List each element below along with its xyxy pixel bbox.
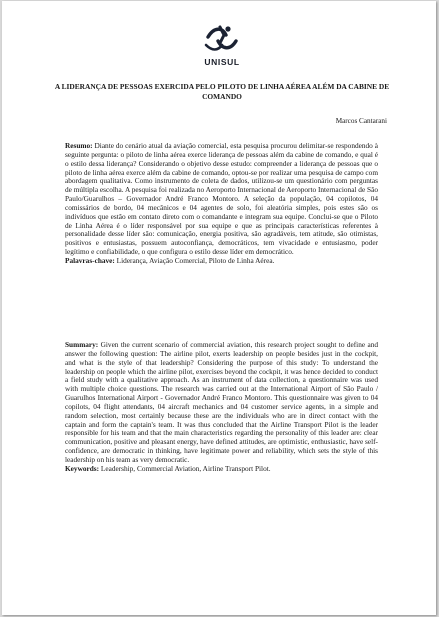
university-logo [190,23,254,69]
author-name: Marcos Cantarani [335,117,387,125]
document-page [2,1,436,615]
summary-text: Given the current scenario of commercial aviation, this research project sought to define and answer the following question: The airline pilot, exerts leadership on people besides just in the cockpit, and what is the style of that leadership? Considering the purpose of this study: To understand the leadership on people which the airline pilot, exercises beyond the cockpit, it was hence decided to conduct a field study with a qualitative approach. As an instrument of data collection, a questionnaire was used with multiple choice questions. The research was carried out at the International Airport of São Paulo / Guarulhos International Airport - Governador André Franco Montoro. This questionnaire was given to 04 copilots, 04 flight attendants, 04 aircraft mechanics and 04 customer service agents, in a simple and random selection, most certainly because these are the individuals who are in direct contact with the captain and form the captain's team. It was thus concluded that the Airline Transport Pilot is the leader responsible for his team and that the main characteristics regarding the personality of this leader are: clear communication, positive and pleasant energy, have defined attitudes, are optimistic, enthusiastic, have self-confidence, are democratic in thinking, have legitimate power and reliability, which sets the style of this leadership on his team as very democratic. [65,340,378,464]
paper-title: A LIDERANÇA DE PESSOAS EXERCIDA PELO PILOTO DE LINHA AÉREA ALÉM DA CABINE DE COMANDO [54,82,390,101]
summary-keywords-text: Leadership, Commercial Aviation, Airline Transport Pilot. [99,463,271,473]
summary-keywords-label: Keywords: [65,463,100,473]
abstract-portuguese [65,142,378,266]
summary-label: Summary: [65,340,99,349]
abstract-text: Diante do cenário atual da aviação comercial, esta pesquisa procurou delimitar-se respondendo à seguinte pergunta: o piloto de linha aérea exerce liderança de pessoas além da cabine de comando, e qual é o estilo dessa liderança? Considerando o objetivo desse estudo: compreender a liderança de pessoas que o piloto de linha aérea exerce além da cabine de comando, optou-se por realizar uma pesquisa de campo com abordagem qualitativa. Como instrumento de coleta de dados, utilizou-se um questionário com perguntas de múltipla escolha. A pesquisa foi realizada no Aeroporto Internacional de Aeroporto Internacional de São Paulo/Guarulhos – Governador André Franco Montoro. A seleção da população, 04 copilotos, 04 comissários de bordo, 04 mecânicos e 04 agentes de solo, foi aleatória simples, pois estes são os indivíduos que estão em contato direto com o comandante e integram sua equipe. Conclui-se que o Piloto de Linha Aérea é o líder responsável por sua equipe e que as principais características referentes à personalidade desse líder são: comunicação, energia positiva, são agradáveis, tem atitude, são otimistas, positivos e entusiastas, possuem autoconfiança, democráticos, tem vivacidade e entusiasmo, poder legítimo e confiabilidade, o que configura o estilo desse líder em democrático. [65,141,378,257]
abstract-english [65,341,378,474]
unisul-emblem-icon [202,23,242,55]
keywords-text: Liderança, Aviação Comercial, Piloto de Linha Aérea. [114,255,275,265]
keywords-label: Palavras-chave: [65,255,115,265]
abstract-label: Resumo: [65,141,93,150]
logo-text: UNISUL [204,57,240,67]
